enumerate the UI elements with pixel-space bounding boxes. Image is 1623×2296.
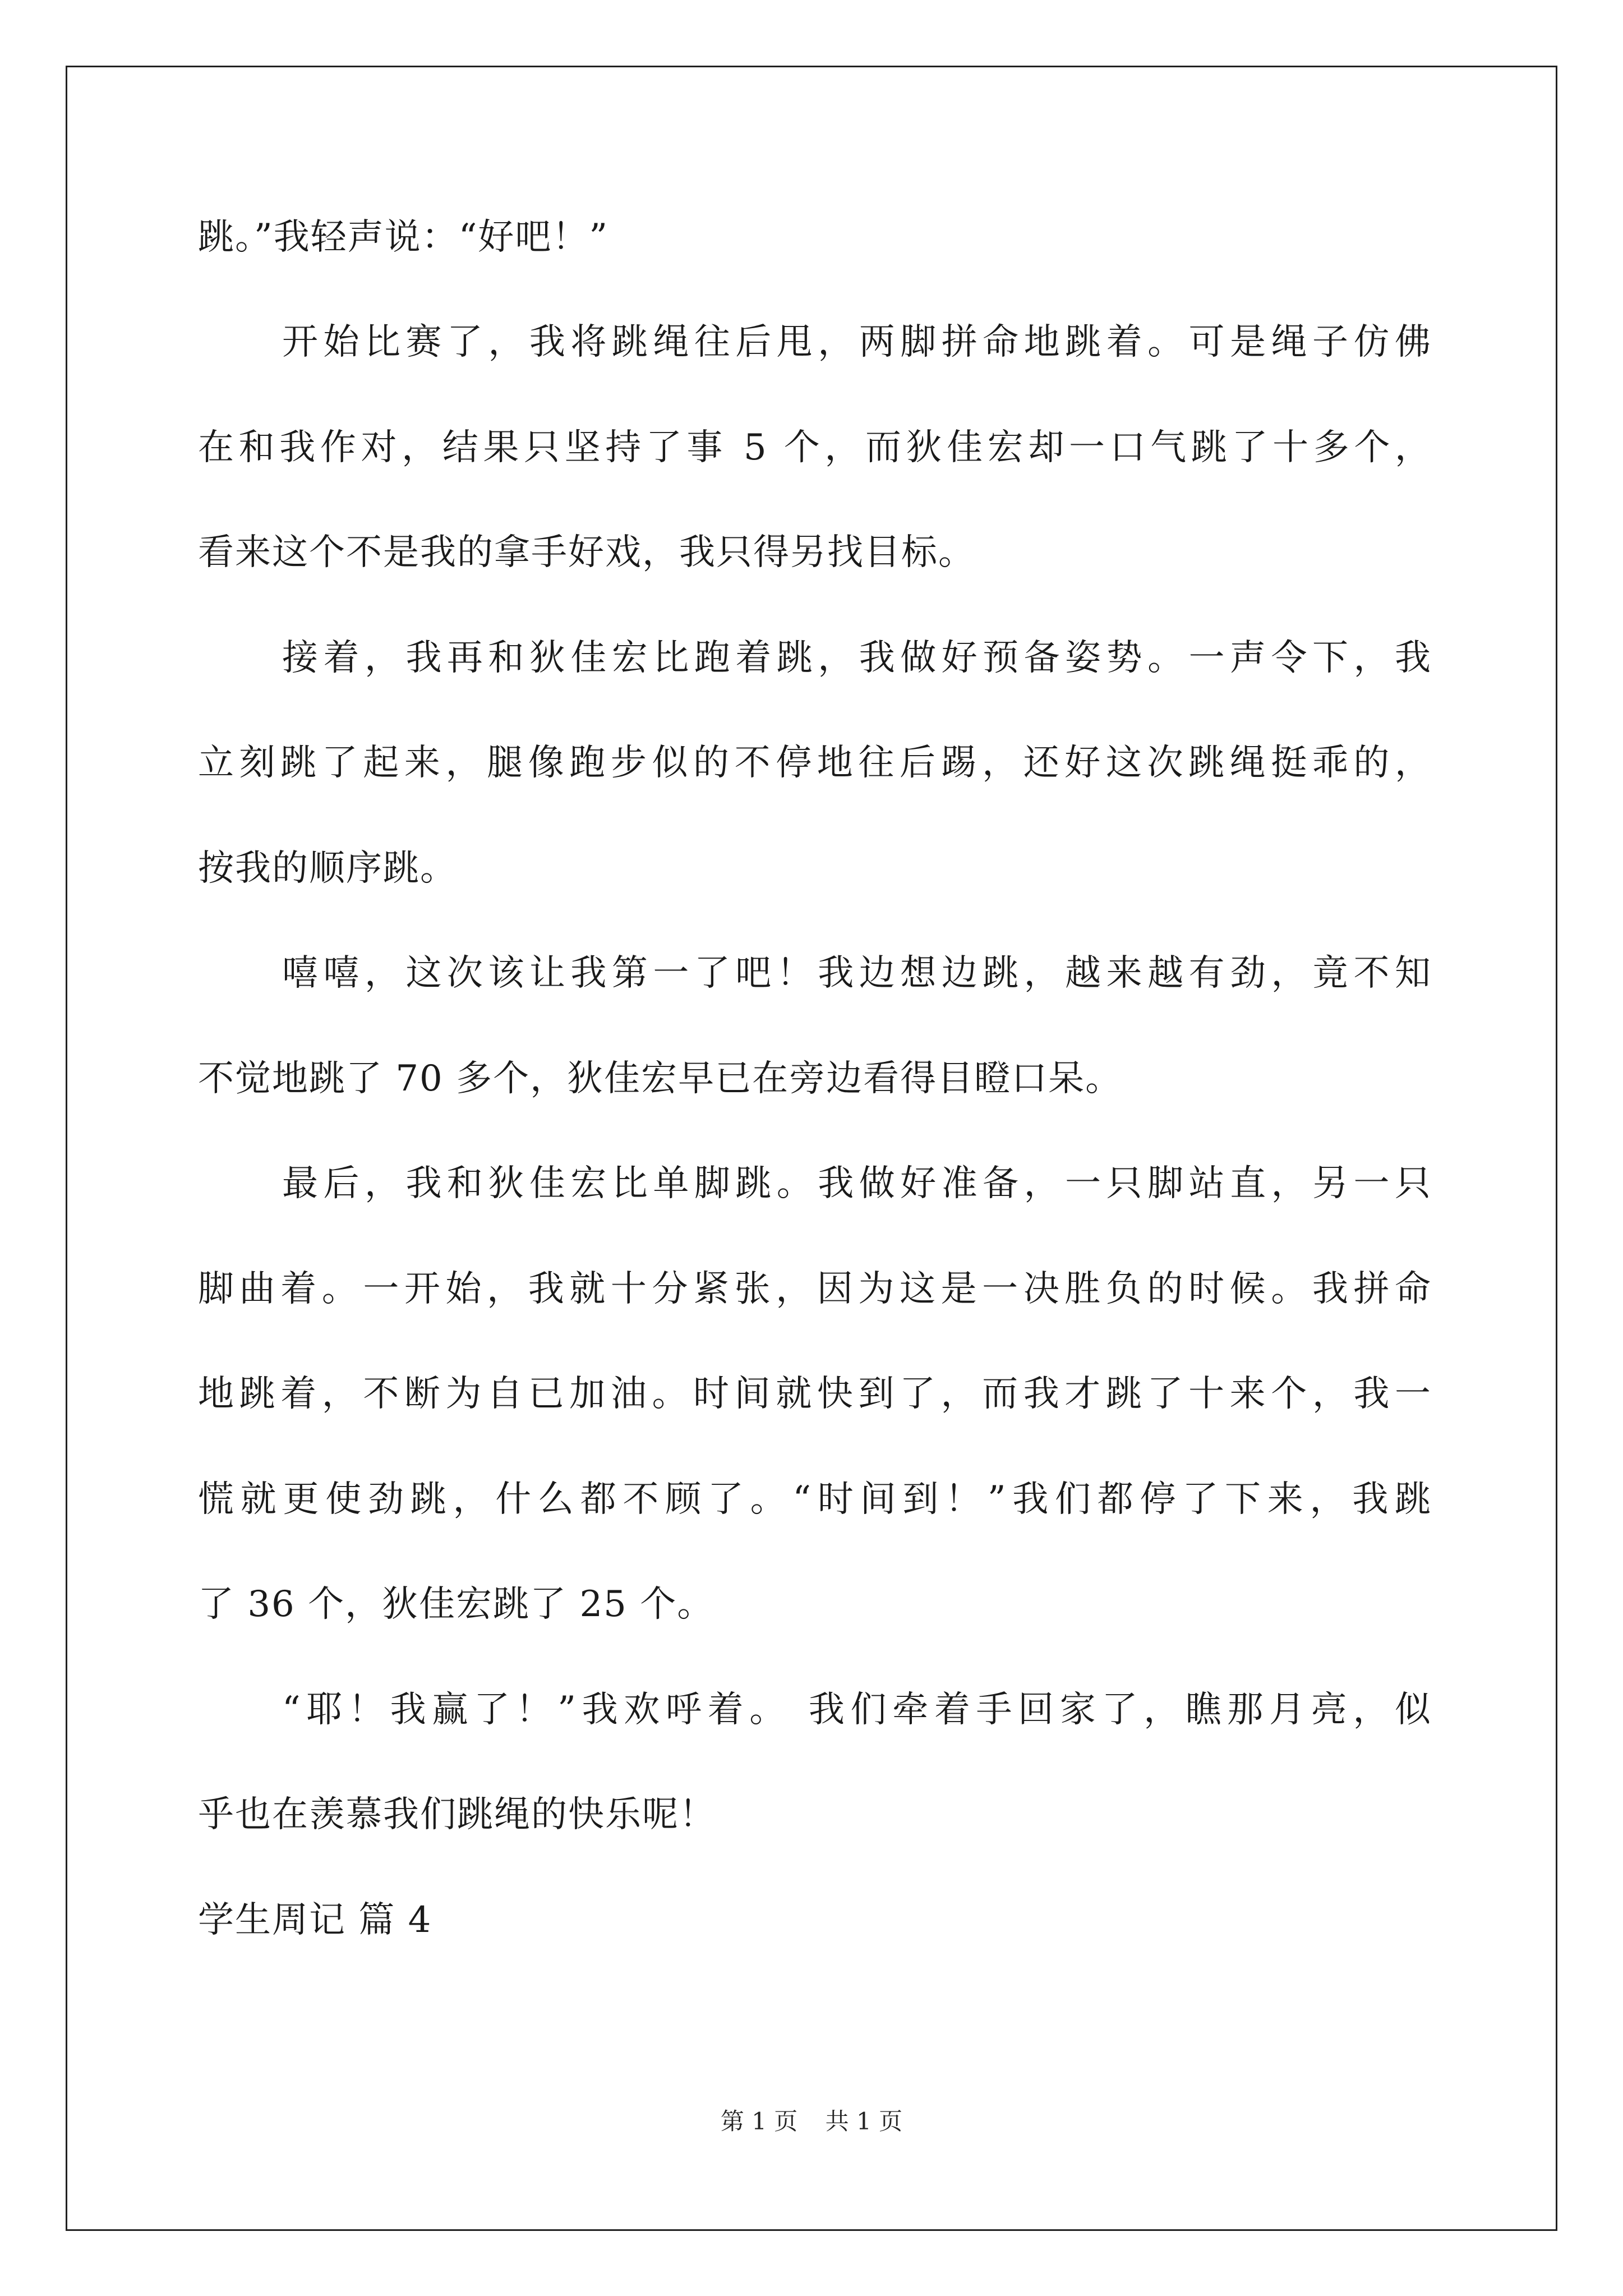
paragraph-first-line: 最后，我和狄佳宏比单脚跳。我做好准备，一只脚站直，另一只 (282, 1163, 1432, 1204)
text-line: 脚曲着。一开始，我就十分紧张，因为这是一决胜负的时候。我拼命 (198, 1268, 1432, 1310)
page-number: 第 1 页 (720, 2108, 798, 2135)
text-line: 在和我作对，结果只坚持了事 5 个，而狄佳宏却一口气跳了十多个， (198, 427, 1432, 468)
text-line: 不觉地跳了 70 多个，狄佳宏早已在旁边看得目瞪口呆。 (198, 1058, 1123, 1099)
section-heading: 学生周记 篇 4 (198, 1899, 432, 1941)
text-line: 看来这个不是我的拿手好戏，我只得另找目标。 (198, 532, 975, 573)
text-line: 地跳着，不断为自已加油。时间就快到了，而我才跳了十来个，我一 (198, 1373, 1432, 1415)
paragraph-first-line: 开始比赛了，我将跳绳往后甩，两脚拼命地跳着。可是绳子仿佛 (282, 321, 1432, 363)
text-line: 按我的顺序跳。 (198, 848, 457, 889)
text-line: 了 36 个，狄佳宏跳了 25 个。 (198, 1584, 714, 1625)
text-line: 跳。”我轻声说：“好吧！” (198, 217, 609, 258)
page-footer (0, 2105, 1623, 2138)
text-line: 乎也在羡慕我们跳绳的快乐呢！ (198, 1794, 716, 1835)
paragraph-first-line: “耶！我赢了！”我欢呼着。 我们牵着手回家了，瞧那月亮，似 (282, 1689, 1432, 1731)
paragraph-first-line: 接着，我再和狄佳宏比跑着跳，我做好预备姿势。一声令下，我 (282, 637, 1432, 679)
paragraph-first-line: 嘻嘻，这次该让我第一了吧！我边想边跳，越来越有劲，竟不知 (282, 953, 1432, 994)
text-line: 慌就更使劲跳，什么都不顾了。“时间到！”我们都停了下来，我跳 (198, 1479, 1432, 1520)
page-total: 共 1 页 (825, 2108, 903, 2135)
text-line: 立刻跳了起来，腿像跑步似的不停地往后踢，还好这次跳绳挺乖的， (198, 742, 1432, 784)
